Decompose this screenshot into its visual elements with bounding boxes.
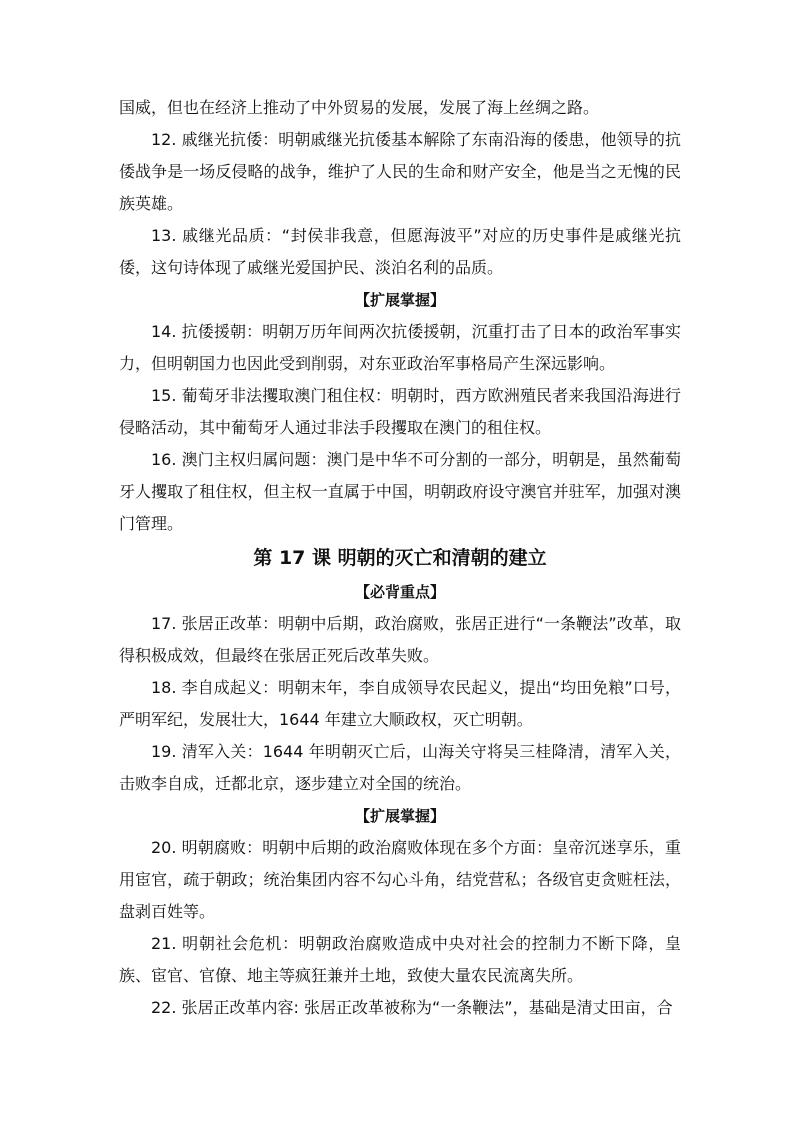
paragraph-item-15: 15. 葡萄牙非法攫取澳门租住权：明朝时，西方欧洲殖民者来我国沿海进行侵略活动，其中葡萄牙人通过非法手段攫取在澳门的租住权。 — [119, 386, 681, 437]
paragraph-item-18: 18. 李自成起义：明朝末年，李自成领导农民起义，提出“均田免粮”口号，严明军纪，发展壮大，1644 年建立大顺政权，灭亡明朝。 — [119, 678, 681, 729]
paragraph-item-14: 14. 抗倭援朝：明朝万历年间两次抗倭援朝，沉重打击了日本的政治军事实力，但明朝国力也因此受到削弱，对东亚政治军事格局产生深远影响。 — [119, 322, 681, 373]
paragraph-item-17: 17. 张居正改革：明朝中后期，政治腐败，张居正进行“一条鞭法”改革，取得积极成效，但最终在张居正死后改革失败。 — [119, 614, 681, 665]
paragraph-item-21: 21. 明朝社会危机：明朝政治腐败造成中央对社会的控制力不断下降，皇族、宦官、官僚、地主等疯狂兼并土地，致使大量农民流离失所。 — [119, 934, 681, 985]
section-heading-must: 【必背重点】 — [354, 583, 445, 601]
paragraph-item-12: 12. 戚继光抗倭：明朝戚继光抗倭基本解除了东南沿海的倭患，他领导的抗倭战争是一场反侵略的战争，维护了人民的生命和财产安全，他是当之无愧的民族英雄。 — [119, 130, 681, 213]
paragraph-item-22: 22. 张居正改革内容: 张居正改革被称为“一条鞭法”，基础是清丈田亩，合 — [151, 998, 673, 1017]
paragraph-item-16: 16. 澳门主权归属问题：澳门是中华不可分割的一部分，明朝是，虽然葡萄牙人攫取了租住权，但主权一直属于中国，明朝政府设守澳官并驻军，加强对澳门管理。 — [119, 450, 681, 533]
paragraph-item-13: 13. 戚继光品质：“封侯非我意，但愿海波平”对应的历史事件是戚继光抗倭，这句诗体现了戚继光爱国护民、淡泊名利的品质。 — [119, 226, 681, 277]
section-heading-expand: 【扩展掌握】 — [354, 291, 445, 309]
paragraph-item-20: 20. 明朝腐败：明朝中后期的政治腐败体现在多个方面：皇帝沉迷享乐，重用宦官，疏于朝政；统治集团内容不勾心斗角，结党营私；各级官吏贪赃枉法，盘剥百姓等。 — [119, 838, 681, 921]
lesson-title: 第 17 课 明朝的灭亡和清朝的建立 — [253, 547, 547, 569]
document-content — [119, 92, 681, 1024]
paragraph-continued: 国威，但也在经济上推动了中外贸易的发展，发展了海上丝绸之路。 — [119, 98, 600, 117]
paragraph-item-19: 19. 清军入关：1644 年明朝灭亡后，山海关守将吴三桂降清，清军入关，击败李自成，迁都北京，逐步建立对全国的统治。 — [119, 742, 681, 793]
section-heading-expand-2: 【扩展掌握】 — [354, 807, 445, 825]
